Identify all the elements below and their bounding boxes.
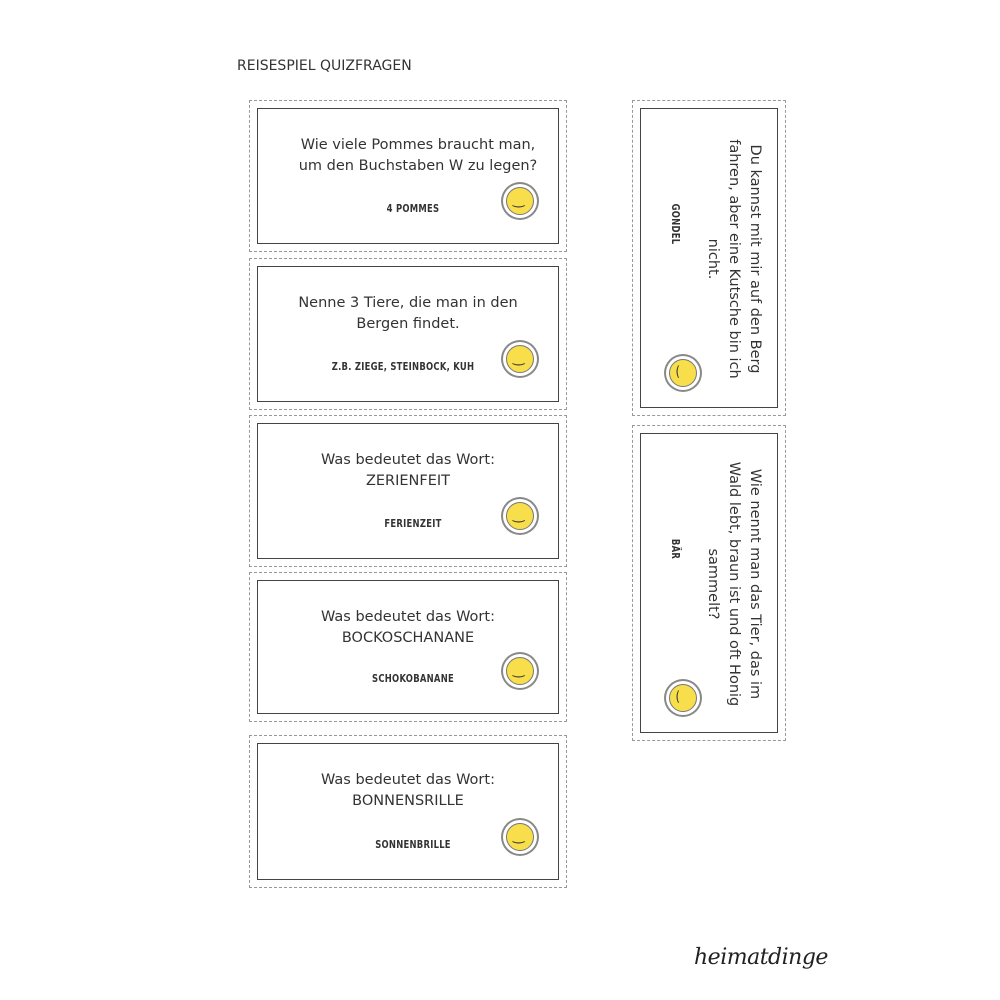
card-answer: FERIENZEIT bbox=[384, 517, 442, 530]
card-answer: SCHOKOBANANE bbox=[372, 672, 454, 685]
card-answer: 4 POMMES bbox=[386, 202, 440, 215]
card-question: Was bedeutet das Wort: ZERIENFEIT bbox=[321, 452, 495, 489]
quiz-card-rotated bbox=[632, 425, 786, 741]
card-question: Wie nennt man das Tier, das im Wald lebt, braun ist und oft Honig sammelt? bbox=[705, 461, 763, 707]
sun-icon bbox=[669, 684, 697, 712]
quiz-card bbox=[249, 100, 567, 252]
sun-icon bbox=[506, 823, 534, 851]
quiz-card bbox=[249, 735, 567, 888]
card-question: Wie viele Pommes braucht man, um den Buchstaben W zu legen? bbox=[298, 137, 538, 174]
card-question: Was bedeutet das Wort: BONNENSRILLE bbox=[321, 772, 495, 809]
quiz-card bbox=[249, 258, 567, 410]
sun-icon bbox=[506, 502, 534, 530]
card-answer: Z.B. ZIEGE, STEINBOCK, KUH bbox=[331, 360, 475, 373]
sun-icon bbox=[506, 657, 534, 685]
card-answer: GONDEL bbox=[669, 203, 682, 245]
card-question: Nenne 3 Tiere, die man in den Bergen findet. bbox=[298, 295, 518, 332]
quiz-card bbox=[249, 415, 567, 567]
card-answer: SONNENBRILLE bbox=[375, 838, 451, 851]
sun-icon bbox=[506, 345, 534, 373]
sun-icon bbox=[669, 359, 697, 387]
quiz-card bbox=[249, 572, 567, 722]
brand-logo: heimatdinge bbox=[694, 945, 828, 970]
card-question: Was bedeutet das Wort: BOCKOSCHANANE bbox=[321, 609, 495, 646]
card-question: Du kannst mit mir auf den Berg fahren, aber eine Kutsche bin ich nicht. bbox=[705, 139, 763, 379]
card-answer: BÄR bbox=[669, 538, 682, 560]
quiz-card-rotated bbox=[632, 100, 786, 416]
sun-icon bbox=[506, 187, 534, 215]
page-title: REISESPIEL QUIZFRAGEN bbox=[237, 58, 412, 74]
